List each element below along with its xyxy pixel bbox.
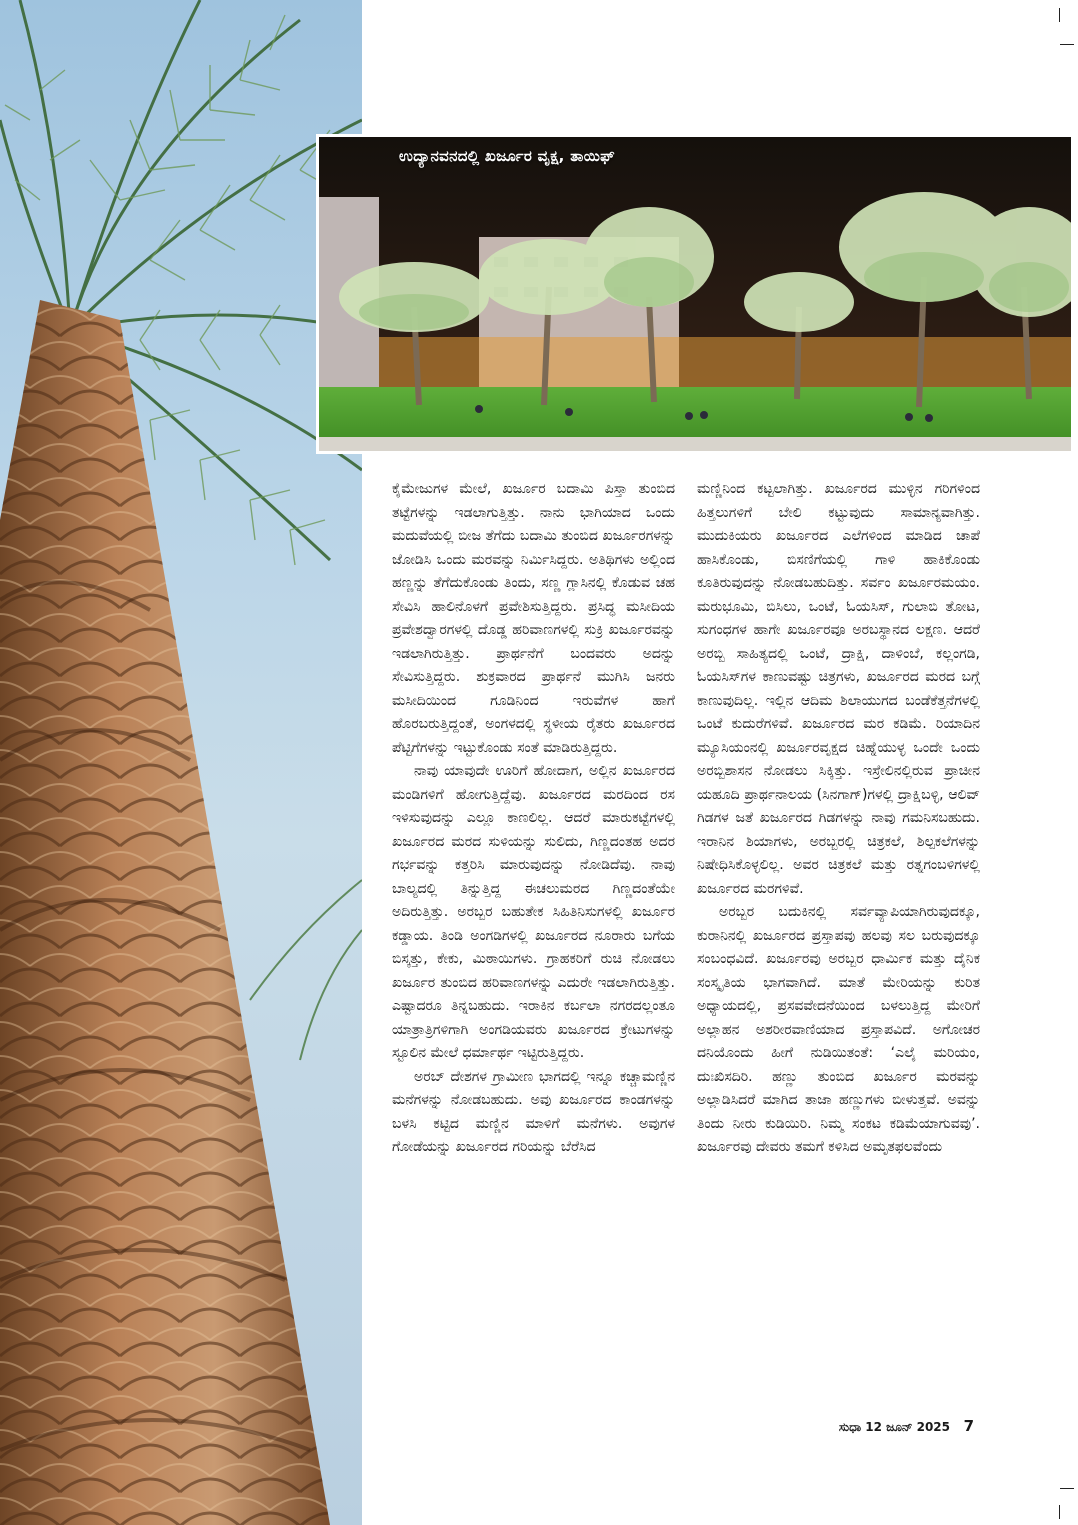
crop-mark	[1060, 1488, 1074, 1489]
crop-mark	[1060, 44, 1074, 45]
crop-mark	[1059, 8, 1060, 22]
paragraph: ಕೈಮೇಜುಗಳ ಮೇಲೆ, ಖರ್ಜೂರ ಬದಾಮಿ ಪಿಸ್ತಾ ತುಂಬಿದ ತಟ್ಟೆಗಳನ್ನು ಇಡಲಾಗುತ್ತಿತ್ತು. ನಾನು ಭಾಗಿಯಾದ ಒಂದು ಮದುವೆಯಲ್ಲಿ ಬೀಜ ತೆಗೆದು ಬದಾಮಿ ತುಂಬಿದ ಖರ್ಜೂರಗಳನ್ನು ಜೋಡಿಸಿ ಒಂದು ಮರವನ್ನು ನಿರ್ಮಿಸಿದ್ದರು. ಅತಿಥಿಗಳು ಅಲ್ಲಿಂದ ಹಣ್ಣನ್ನು ತೆಗೆದುಕೊಂಡು ತಿಂದು, ಸಣ್ಣ ಗ್ಲಾಸಿನಲ್ಲಿ ಕೊಡುವ ಚಹ ಸೇವಿಸಿ ಹಾಲಿನೊಳಗೆ ಪ್ರವೇಶಿಸುತ್ತಿದ್ದರು. ಪ್ರಸಿದ್ಧ ಮಸೀದಿಯ ಪ್ರವೇಶದ್ವಾರಗಳಲ್ಲಿ ದೊಡ್ಡ ಹರಿವಾಣಗಳಲ್ಲಿ ಸುಕ್ರಿ ಖರ್ಜೂರವನ್ನು ಇಡಲಾಗಿರುತ್ತಿತ್ತು. ಪ್ರಾರ್ಥನೆಗೆ ಬಂದವರು ಅದನ್ನು ಸೇವಿಸುತ್ತಿದ್ದರು. ಶುಕ್ರವಾರದ ಪ್ರಾರ್ಥನೆ ಮುಗಿಸಿ ಜನರು ಮಸೀದಿಯಿಂದ ಗೂಡಿನಿಂದ ಇರುವೆಗಳ ಹಾಗೆ ಹೊರಬರುತ್ತಿದ್ದಂತೆ, ಅಂಗಳದಲ್ಲಿ ಸ್ಥಳೀಯ ರೈತರು ಖರ್ಜೂರದ ಪೆಟ್ಟಿಗೆಗಳನ್ನು ಇಟ್ಟುಕೊಂಡು ಸಂತೆ ಮಾಡಿರುತ್ತಿದ್ದರು.	[392, 481, 675, 756]
park-illustration	[319, 137, 1074, 454]
paragraph: ಅರಬ್ ದೇಶಗಳ ಗ್ರಾಮೀಣ ಭಾಗದಲ್ಲಿ ಇನ್ನೂ ಕಚ್ಚಾಮಣ್ಣಿನ ಮನೆಗಳನ್ನು ನೋಡಬಹುದು. ಅವು ಖರ್ಜೂರದ ಕಾಂಡಗಳನ್ನು ಬಳಸಿ ಕಟ್ಟಿದ ಮಣ್ಣಿನ ಮಾಳಿಗೆ ಮನೆಗಳು. ಅವುಗಳ ಗೋಡೆಯನ್ನು ಖರ್ಜೂರದ ಗರಿಯನ್ನು ಬೆರೆಸಿದ	[392, 1068, 675, 1155]
palm-trunk-photo	[0, 0, 362, 1525]
paragraph: ಮಣ್ಣಿನಿಂದ ಕಟ್ಟಲಾಗಿತ್ತು. ಖರ್ಜೂರದ ಮುಳ್ಳಿನ ಗರಿಗಳಿಂದ ಹಿತ್ತಲುಗಳಿಗೆ ಬೇಲಿ ಕಟ್ಟುವುದು ಸಾಮಾನ್ಯವಾಗಿತ್ತು. ಮುದುಕಿಯರು ಖರ್ಜೂರದ ಎಲೆಗಳಿಂದ ಮಾಡಿದ ಚಾಪೆ ಹಾಸಿಕೊಂಡು, ಬಿಸಣಿಗೆಯಲ್ಲಿ ಗಾಳಿ ಹಾಕಿಕೊಂಡು ಕೂತಿರುವುದನ್ನು ನೋಡಬಹುದಿತ್ತು. ಸರ್ವಂ ಖರ್ಜೂರಮಯಂ. ಮರುಭೂಮಿ, ಬಿಸಿಲು, ಒಂಟೆ, ಓಯಸಿಸ್, ಗುಲಾಬಿ ತೋಟ, ಸುಗಂಧಗಳ ಹಾಗೇ ಖರ್ಜೂರವೂ ಅರಬಸ್ಥಾನದ ಲಕ್ಷಣ. ಆದರೆ ಅರಬ್ಬಿ ಸಾಹಿತ್ಯದಲ್ಲಿ ಒಂಟೆ, ದ್ರಾಕ್ಷಿ, ದಾಳಿಂಬೆ, ಕಲ್ಲಂಗಡಿ, ಓಯಸಿಸ್‌ಗಳ ಕಾಣುವಷ್ಟು ಚಿತ್ರಗಳು, ಖರ್ಜೂರದ ಮರದ ಬಗ್ಗೆ ಕಾಣುವುದಿಲ್ಲ. ಇಲ್ಲಿನ ಆದಿಮ ಶಿಲಾಯುಗದ ಬಂಡೆಕೆತ್ತನೆಗಳಲ್ಲಿ ಒಂಟೆ ಕುದುರೆಗಳಿವೆ. ಖರ್ಜೂರದ ಮರ ಕಡಿಮೆ. ರಿಯಾದಿನ ಮ್ಯೂಸಿಯಂನಲ್ಲಿ ಖರ್ಜೂರವೃಕ್ಷದ ಚಿಹ್ನೆಯುಳ್ಳ ಒಂದೇ ಒಂದು ಅರಬ್ಬಿಶಾಸನ ನೋಡಲು ಸಿಕ್ಕಿತ್ತು. ಇಸ್ರೇಲಿನಲ್ಲಿರುವ ಪ್ರಾಚೀನ ಯಹೂದಿ ಪ್ರಾರ್ಥನಾಲಯ (ಸಿನಗಾಗ್)ಗಳಲ್ಲಿ ದ್ರಾಕ್ಷಿಬಳ್ಳಿ, ಆಲಿವ್ ಗಿಡಗಳ ಜತೆ ಖರ್ಜೂರದ ಗಿಡಗಳನ್ನು ನಾವು ಗಮನಿಸಬಹುದು. ಇರಾನಿನ ಶಿಯಾಗಳು, ಅರಬ್ಬರಲ್ಲಿ ಚಿತ್ರಕಲೆ, ಶಿಲ್ಪಕಲೆಗಳನ್ನು ನಿಷೇಧಿಸಿಕೊಳ್ಳಲಿಲ್ಲ. ಅವರ ಚಿತ್ರಕಲೆ ಮತ್ತು ರತ್ನಗಂಬಳಿಗಳಲ್ಲಿ ಖರ್ಜೂರದ ಮರಗಳಿವೆ.	[697, 481, 980, 897]
crop-mark	[1059, 1505, 1060, 1519]
magazine-footer: ಸುಧಾ 12 ಜೂನ್ 2025	[838, 1420, 950, 1434]
page-number: 7	[963, 1417, 974, 1435]
photo-caption: ಉದ್ಯಾನವನದಲ್ಲಿ ಖರ್ಜೂರ ವೃಕ್ಷ, ತಾಯಿಫ್	[399, 147, 615, 165]
article-column-1	[392, 478, 675, 1160]
paragraph: ಅರಬ್ಬರ ಬದುಕಿನಲ್ಲಿ ಸರ್ವವ್ಯಾಪಿಯಾಗಿರುವುದಕ್ಕೂ, ಕುರಾನಿನಲ್ಲಿ ಖರ್ಜೂರದ ಪ್ರಸ್ತಾಪವು ಹಲವು ಸಲ ಬರುವುದಕ್ಕೂ ಸಂಬಂಧವಿದೆ. ಖರ್ಜೂರವು ಅರಬ್ಬರ ಧಾರ್ಮಿಕ ಮತ್ತು ದೈನಿಕ ಸಂಸ್ಕೃತಿಯ ಭಾಗವಾಗಿದೆ. ಮಾತೆ ಮೇರಿಯನ್ನು ಕುರಿತ ಅಧ್ಯಾಯದಲ್ಲಿ, ಪ್ರಸವವೇದನೆಯಿಂದ ಬಳಲುತ್ತಿದ್ದ ಮೇರಿಗೆ ಅಲ್ಲಾಹನ ಅಶರೀರವಾಣಿಯಾದ ಪ್ರಸ್ತಾಪವಿದೆ. ಅಗೋಚರ ದನಿಯೊಂದು ಹೀಗೆ ನುಡಿಯಿತಂತೆ: ‘ಎಲೈ ಮರಿಯಂ, ದುಃಖಿಸದಿರಿ. ಹಣ್ಣು ತುಂಬಿದ ಖರ್ಜೂರ ಮರವನ್ನು ಅಲ್ಲಾಡಿಸಿದರೆ ಮಾಗಿದ ತಾಜಾ ಹಣ್ಣುಗಳು ಬೀಳುತ್ತವೆ. ಅವನ್ನು ತಿಂದು ನೀರು ಕುಡಿಯಿರಿ. ನಿಮ್ಮ ಸಂಕಟ ಕಡಿಮೆಯಾಗುವವು’. ಖರ್ಜೂರವು ದೇವರು ತಮಗೆ ಕಳಿಸಿದ ಅಮೃತಫಲವೆಂದು	[697, 904, 980, 1155]
palm-trunk-illustration	[0, 0, 362, 1525]
park-photo	[316, 134, 1074, 454]
paragraph: ನಾವು ಯಾವುದೇ ಊರಿಗೆ ಹೋದಾಗ, ಅಲ್ಲಿನ ಖರ್ಜೂರದ ಮಂಡಿಗಳಿಗೆ ಹೋಗುತ್ತಿದ್ದೆವು. ಖರ್ಜೂರದ ಮರದಿಂದ ರಸ ಇಳಿಸುವುದನ್ನು ಎಲ್ಲೂ ಕಾಣಲಿಲ್ಲ. ಆದರೆ ಮಾರುಕಟ್ಟೆಗಳಲ್ಲಿ ಖರ್ಜೂರದ ಮರದ ಸುಳಿಯನ್ನು ಸುಲಿದು, ಗಿಣ್ಣದಂತಹ ಅದರ ಗರ್ಭವನ್ನು ಕತ್ತರಿಸಿ ಮಾರುವುದನ್ನು ನೋಡಿದೆವು. ನಾವು ಬಾಲ್ಯದಲ್ಲಿ ತಿನ್ನುತ್ತಿದ್ದ ಈಚಲುಮರದ ಗಿಣ್ಣದಂತೆಯೇ ಅದಿರುತ್ತಿತ್ತು. ಅರಬ್ಬರ ಬಹುತೇಕ ಸಿಹಿತಿನಿಸುಗಳಲ್ಲಿ ಖರ್ಜೂರ ಕಡ್ಡಾಯ. ತಿಂಡಿ ಅಂಗಡಿಗಳಲ್ಲಿ ಖರ್ಜೂರದ ನೂರಾರು ಬಗೆಯ ಬಿಸ್ಕತ್ತು, ಕೇಕು, ಮಿಠಾಯಿಗಳು. ಗ್ರಾಹಕರಿಗೆ ರುಚಿ ನೋಡಲು ಖರ್ಜೂರ ತುಂಬಿದ ಹರಿವಾಣಗಳನ್ನು ಎದುರೇ ಇಡಲಾಗಿರುತ್ತಿತ್ತು. ಎಷ್ಟಾದರೂ ತಿನ್ನಬಹುದು. ಇರಾಕಿನ ಕರ್ಬಲಾ ನಗರದಲ್ಲಂತೂ ಯಾತ್ರಾತ್ರಿಗಳಿಗಾಗಿ ಅಂಗಡಿಯವರು ಖರ್ಜೂರದ ಕ್ರೇಟುಗಳನ್ನು ಸ್ಟೂಲಿನ ಮೇಲೆ ಧರ್ಮಾರ್ಥ ಇಟ್ಟಿರುತ್ತಿದ್ದರು.	[392, 763, 675, 1061]
article-column-2	[697, 478, 980, 1160]
